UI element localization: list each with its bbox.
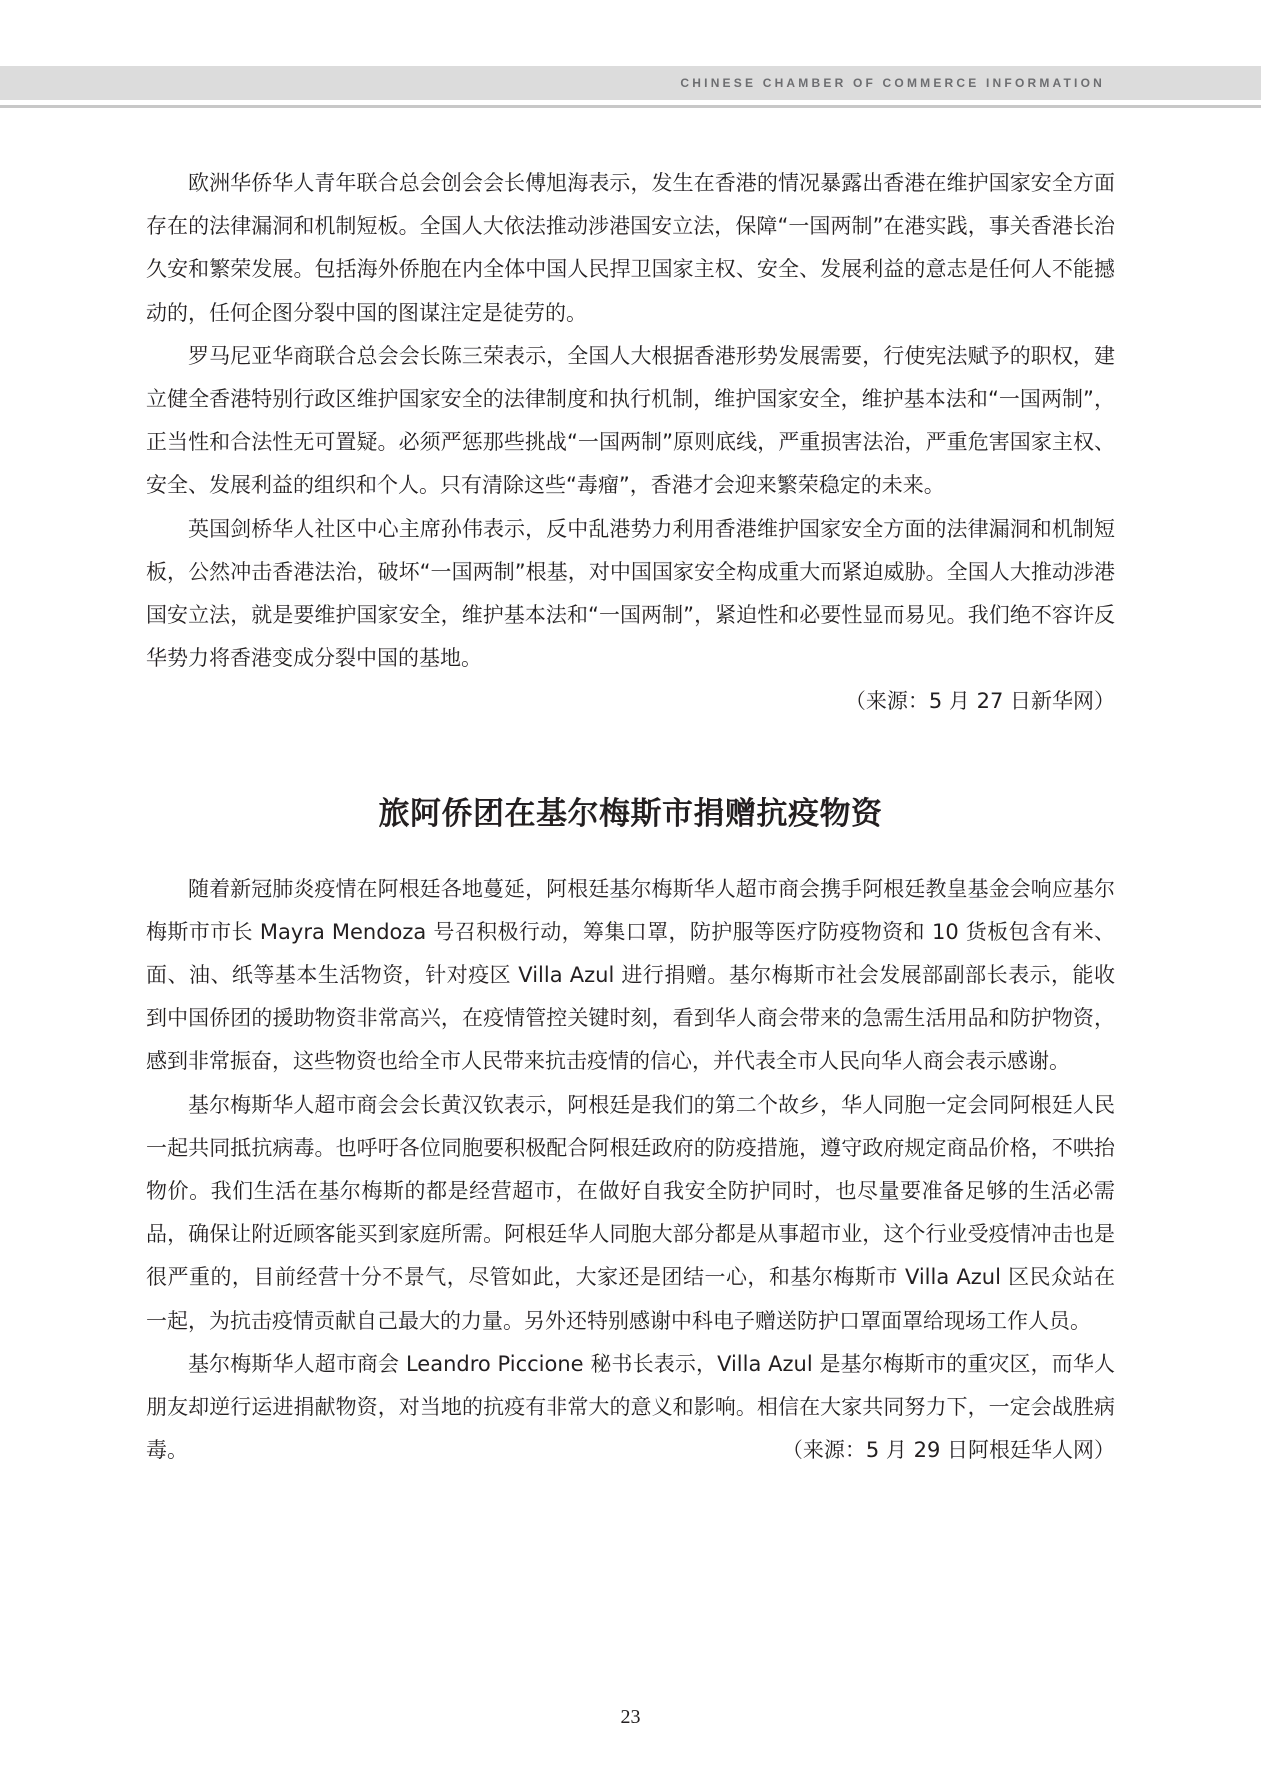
paragraph: 基尔梅斯华人超市商会 Leandro Piccione 秘书长表示，Villa Azul 是基尔梅斯市的重灾区，而华人朋友却逆行运进捐献物资，对当地的抗疫有非常大的意义和影响。相信在大家共同努力下，一定会战胜病毒。	[146, 1351, 1115, 1463]
article-body	[146, 162, 1115, 1472]
last-paragraph-block	[146, 1343, 1115, 1473]
source-note: （来源：5 月 27 日新华网）	[844, 689, 1115, 714]
paragraph: 基尔梅斯华人超市商会会长黄汉钦表示，阿根廷是我们的第二个故乡，华人同胞一定会同阿根廷人民一起共同抵抗病毒。也呼吁各位同胞要积极配合阿根廷政府的防疫措施，遵守政府规定商品价格，不哄抬物价。我们生活在基尔梅斯的都是经营超市，在做好自我安全防护同时，也尽量要准备足够的生活必需品，确保让附近顾客能买到家庭所需。阿根廷华人同胞大部分都是从事超市业，这个行业受疫情冲击也是很严重的，目前经营十分不景气，尽管如此，大家还是团结一心，和基尔梅斯市 Villa Azul 区民众站在一起，为抗击疫情贡献自己最大的力量。另外还特别感谢中科电子赠送防护口罩面罩给现场工作人员。	[146, 1092, 1115, 1333]
paragraph: 英国剑桥华人社区中心主席孙伟表示，反中乱港势力利用香港维护国家安全方面的法律漏洞和机制短板，公然冲击香港法治，破坏“一国两制”根基，对中国国家安全构成重大而紧迫威胁。全国人大推动涉港国安立法，就是要维护国家安全，维护基本法和“一国两制”，紧迫性和必要性显而易见。我们绝不容许反华势力将香港变成分裂中国的基地。	[146, 516, 1115, 671]
page-number: 23	[620, 1706, 641, 1728]
paragraph: 欧洲华侨华人青年联合总会创会会长傅旭海表示，发生在香港的情况暴露出香港在维护国家安全方面存在的法律漏洞和机制短板。全国人大依法推动涉港国安立法，保障“一国两制”在港实践，事关香港长治久安和繁荣发展。包括海外侨胞在内全体中国人民捍卫国家主权、安全、发展利益的意志是任何人不能撼动的，任何企图分裂中国的图谋注定是徒劳的。	[146, 171, 1115, 325]
running-header-title: CHINESE CHAMBER OF COMMERCE INFORMATION	[680, 76, 1105, 90]
paragraph: 罗马尼亚华商联合总会会长陈三荣表示，全国人大根据香港形势发展需要，行使宪法赋予的职权，建立健全香港特别行政区维护国家安全的法律制度和执行机制，维护国家安全，维护基本法和“一国两制”，正当性和合法性无可置疑。必须严惩那些挑战“一国两制”原则底线，严重损害法治，严重危害国家主权、安全、发展利益的组织和个人。只有清除这些“毒瘤”，香港才会迎来繁荣稳定的未来。	[146, 343, 1115, 498]
paragraph: 随着新冠肺炎疫情在阿根廷各地蔓延，阿根廷基尔梅斯华人超市商会携手阿根廷教皇基金会响应基尔梅斯市市长 Mayra Mendoza 号召积极行动，筹集口罩，防护服等医疗防疫物资和 10 货板包含有米、面、油、纸等基本生活物资，针对疫区 Villa Azul 进行捐赠。基尔梅斯市社会发展部副部长表示，能收到中国侨团的援助物资非常高兴，在疫情管控关键时刻，看到华人商会带来的急需生活用品和防护物资，感到非常振奋，这些物资也给全市人民带来抗击疫情的信心，并代表全市人民向华人商会表示感谢。	[146, 876, 1115, 1074]
header-rule	[0, 105, 1261, 108]
source-note: （来源：5 月 29 日阿根廷华人网）	[781, 1438, 1115, 1463]
article-title: 旅阿侨团在基尔梅斯市捐赠抗疫物资	[378, 795, 883, 832]
